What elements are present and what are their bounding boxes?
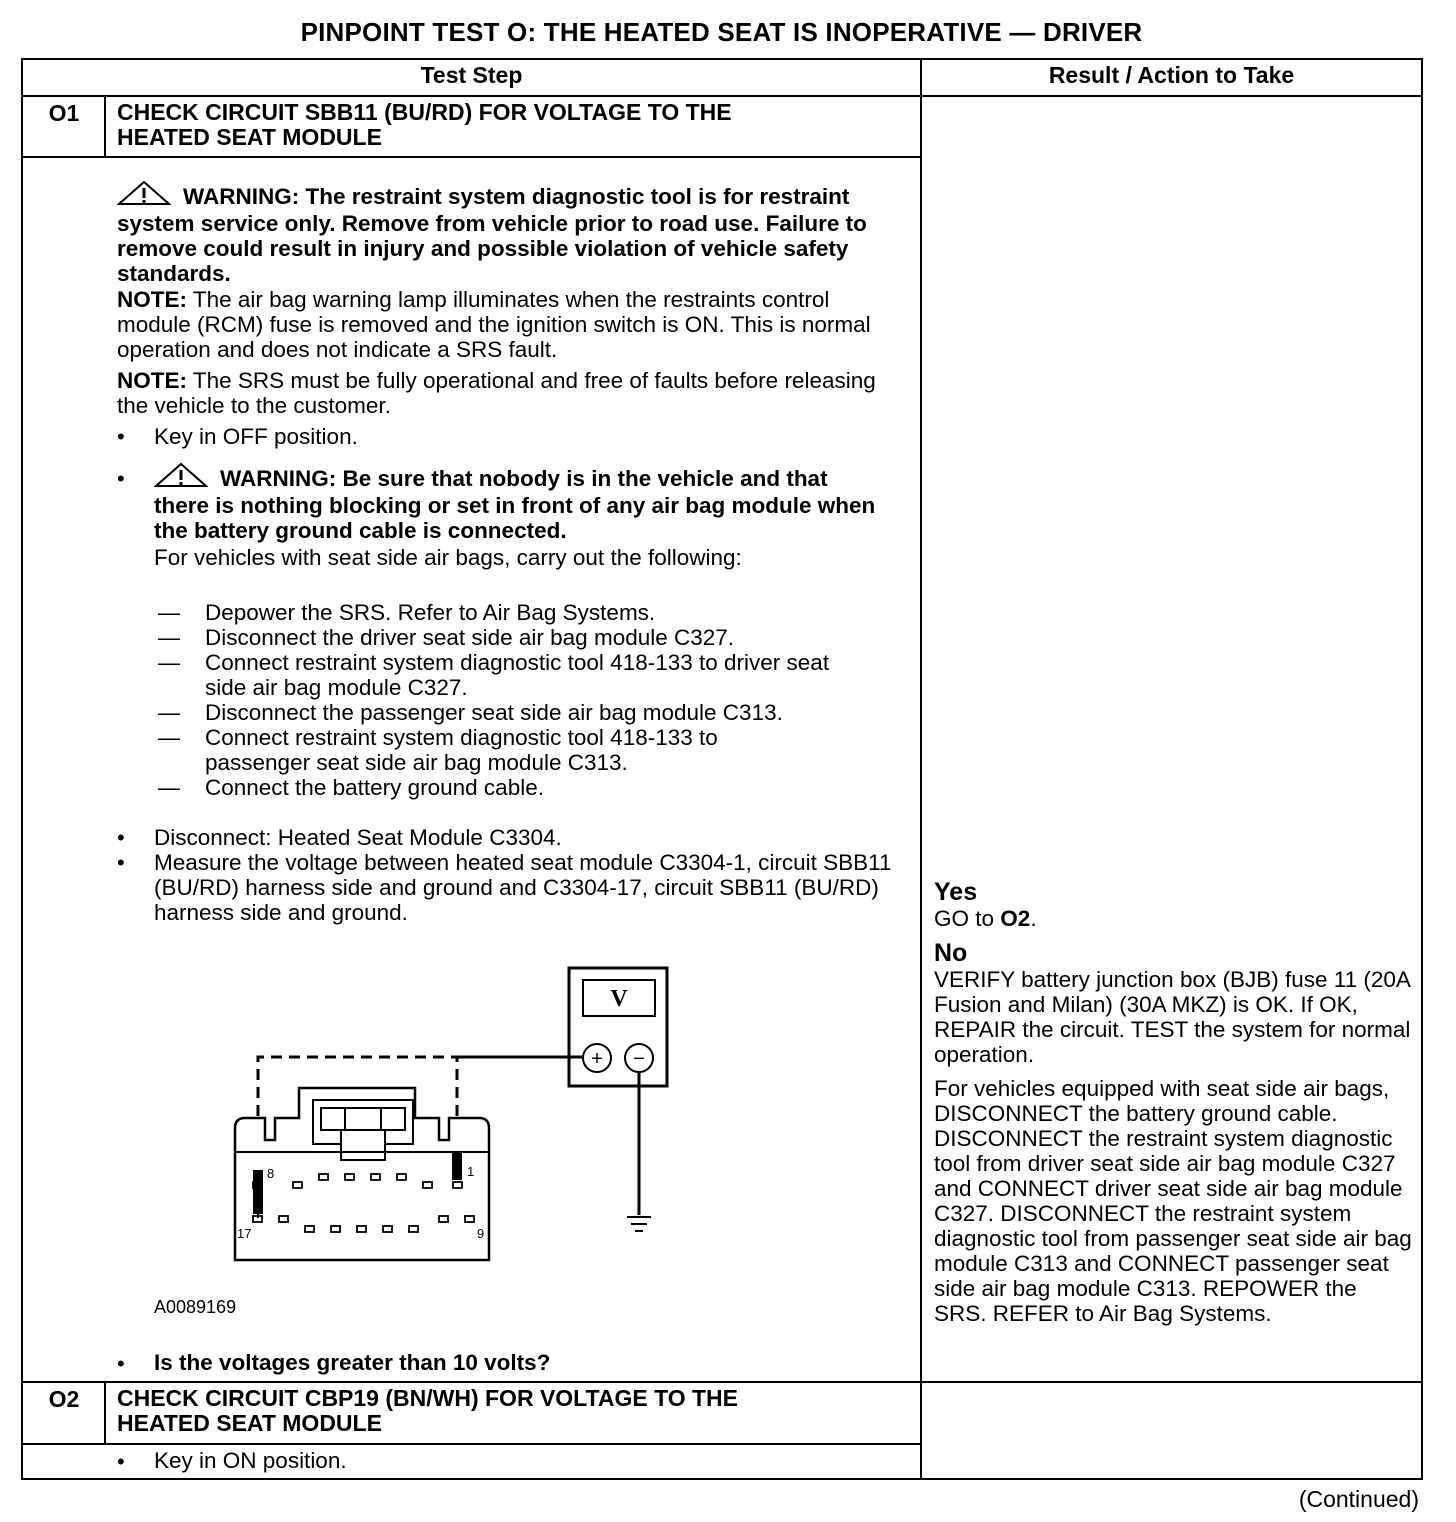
pin-9-label: 9 [477,1226,485,1241]
step-title-o2-line2: HEATED SEAT MODULE [117,1410,382,1436]
figure-caption: A0089169 [154,1297,237,1317]
bullet: • [117,1351,125,1376]
step-key-off: Key in OFF position. [154,424,358,449]
column-divider [920,58,922,1480]
step-title-o1 [117,100,732,150]
result-yes-label: Yes [934,878,978,906]
bullet: • [117,850,125,875]
step-title-o1-line1: CHECK CIRCUIT SBB11 (BU/RD) FOR VOLTAGE TO THE [117,99,732,125]
dash-item: Disconnect the passenger seat side air bag module C313. [205,700,783,725]
step-measure-voltage: Measure the voltage between heated seat module C3304-1, circuit SBB11 (BU/RD) harness side and ground and C3304-17, circuit SBB11 (BU/RD) harness side and ground. [154,850,892,925]
link-o2[interactable]: O2 [1000,906,1031,931]
dash: — [158,700,180,725]
header-result-action: Result / Action to Take [1048,62,1295,88]
table-border-right [1421,58,1423,1480]
bullet: • [117,825,125,850]
seat-side-intro: For vehicles with seat side air bags, carry out the following: [154,545,742,570]
note-airbag-lamp: NOTE: The air bag warning lamp illuminates when the restraints control module (RCM) fuse is removed and the ignition switch is ON. This is normal operation and does not indicate a SRS fault. [117,287,871,362]
step-question-o1: Is the voltages greater than 10 volts? [154,1350,551,1375]
step-disconnect-c3304: Disconnect: Heated Seat Module C3304. [154,825,562,850]
step-title-o1-line2: HEATED SEAT MODULE [117,124,382,150]
bullet: • [117,424,125,449]
warning-diagnostic-tool: WARNING: The restraint system diagnostic tool is for restraint system service only. Remove from vehicle prior to road use. Failure to remove could result in injury and possible violation of vehicle safety standards. [117,180,897,286]
voltmeter-symbol: V [610,986,628,1012]
warning-triangle-icon [117,180,171,211]
result-no-text2: For vehicles equipped with seat side air bags, DISCONNECT the battery ground cable. DISCONNECT the restraint system diagnostic tool from driver seat side air bag module C327 and CONNECT driver seat side air bag module C327. DISCONNECT the restraint system diagnostic tool from passenger seat side air bag module C313 and CONNECT passenger seat side air bag module C313. REPOWER the SRS. REFER to Air Bag Systems. [934,1076,1412,1326]
dash-item: Connect the battery ground cable. [205,775,544,800]
note-srs-operational: NOTE: The SRS must be fully operational and free of faults before releasing the vehicle to the customer. [117,368,876,418]
header-test-step: Test Step [420,62,523,88]
page-title: PINPOINT TEST O: THE HEATED SEAT IS INOPERATIVE — DRIVER [300,17,1143,47]
result-no-label: No [934,939,968,967]
table-border-bottom [21,1478,1423,1480]
warning-triangle-icon [154,462,208,493]
dash: — [158,650,180,675]
dash-item: Disconnect the driver seat side air bag module C327. [205,625,735,650]
voltmeter-connector-diagram [225,960,685,1280]
step-title-o2-line1: CHECK CIRCUIT CBP19 (BN/WH) FOR VOLTAGE TO THE [117,1385,738,1411]
result-o1 [934,878,1414,1326]
warning-nobody-in-vehicle: WARNING: Be sure that nobody is in the vehicle and that there is nothing blocking or set in front of any air bag module when the battery ground cable is connected. [154,462,884,543]
dash: — [158,625,180,650]
pin-1-label: 1 [467,1164,475,1179]
table-border-left [21,58,23,1480]
result-yes-action: GO to O2. [934,906,1037,931]
dash: — [158,725,180,750]
o2-row-divider [21,1381,1423,1383]
dash-item: Depower the SRS. Refer to Air Bag Systems. [205,600,656,625]
pin-17-label: 17 [237,1226,252,1241]
dash-item: Connect restraint system diagnostic tool 418-133 to passenger seat side air bag module C313. [205,725,718,775]
pin-8-label: 8 [267,1166,275,1181]
o2-title-divider [21,1443,921,1445]
step-title-o2 [117,1386,738,1436]
plus-label: + [591,1048,603,1070]
step-key-on: Key in ON position. [154,1448,347,1473]
header-divider [21,95,1423,97]
dash-item: Connect restraint system diagnostic tool 418-133 to driver seat side air bag module C327. [205,650,830,700]
minus-label: − [633,1048,645,1070]
result-no-text1: VERIFY battery junction box (BJB) fuse 11 (20A Fusion and Milan) (30A MKZ) is OK. If OK, REPAIR the circuit. TEST the system for normal operation. [934,967,1411,1067]
bullet: • [117,1449,125,1474]
bullet: • [117,466,125,491]
table-border-top [21,58,1423,60]
continued-label: (Continued) [1298,1486,1419,1512]
step-id-o1: O1 [48,100,80,126]
o1-title-divider [21,156,921,158]
step-id-o2: O2 [48,1386,80,1412]
dash: — [158,775,180,800]
dash: — [158,600,180,625]
